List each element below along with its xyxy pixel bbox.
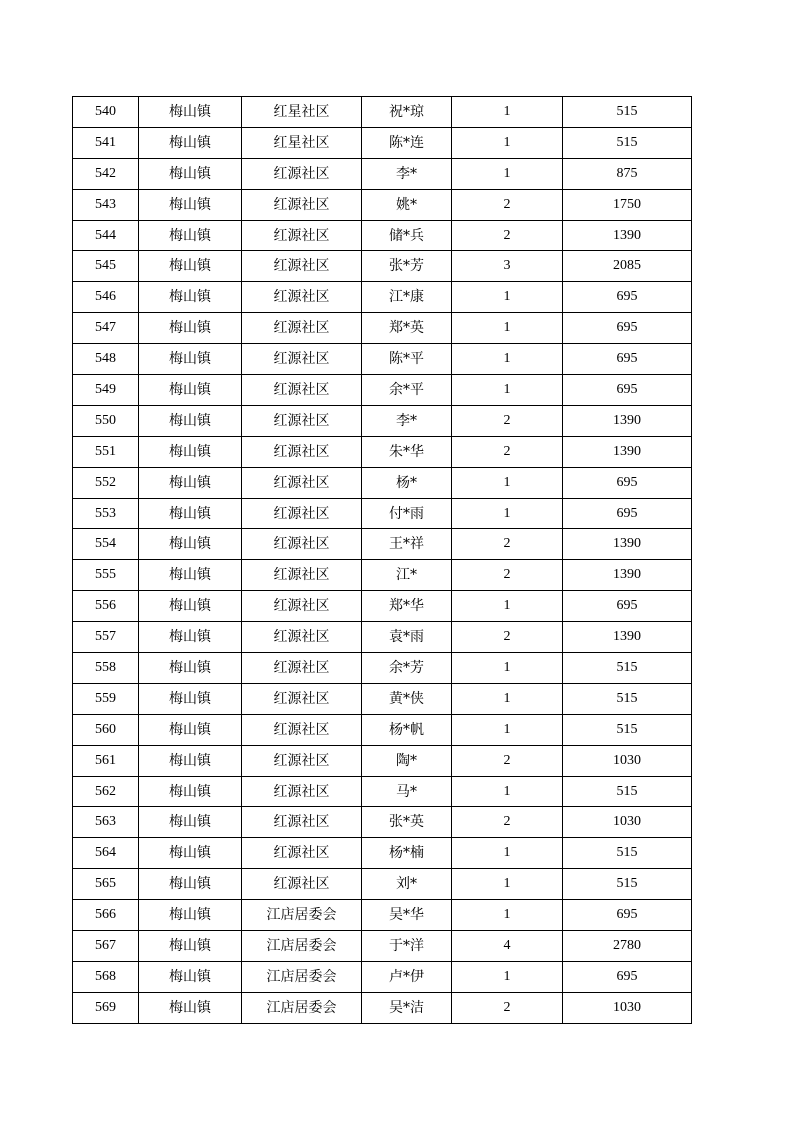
town-cell: 梅山镇 [139,869,242,900]
community-cell: 红源社区 [242,838,362,869]
community-cell: 红源社区 [242,405,362,436]
name-cell: 张*芳 [362,251,452,282]
community-cell: 红源社区 [242,498,362,529]
household-count-cell: 1 [452,282,563,313]
table-row [73,97,692,128]
town-cell: 梅山镇 [139,467,242,498]
table-row [73,189,692,220]
town-cell: 梅山镇 [139,127,242,158]
table-row [73,683,692,714]
name-cell: 郑*英 [362,313,452,344]
town-cell: 梅山镇 [139,591,242,622]
row-number-cell: 559 [73,683,139,714]
household-count-cell: 1 [452,158,563,189]
community-cell: 江店居委会 [242,931,362,962]
amount-cell: 695 [563,282,692,313]
town-cell: 梅山镇 [139,436,242,467]
amount-cell: 1030 [563,745,692,776]
amount-cell: 1390 [563,622,692,653]
row-number-cell: 543 [73,189,139,220]
row-number-cell: 561 [73,745,139,776]
amount-cell: 1390 [563,436,692,467]
town-cell: 梅山镇 [139,498,242,529]
table-body [73,97,692,1024]
row-number-cell: 551 [73,436,139,467]
amount-cell: 2085 [563,251,692,282]
table-row [73,591,692,622]
amount-cell: 695 [563,467,692,498]
amount-cell: 1030 [563,807,692,838]
name-cell: 余*芳 [362,653,452,684]
table-row [73,869,692,900]
name-cell: 江*康 [362,282,452,313]
row-number-cell: 560 [73,714,139,745]
community-cell: 红源社区 [242,653,362,684]
community-cell: 红源社区 [242,251,362,282]
name-cell: 李* [362,405,452,436]
household-count-cell: 2 [452,622,563,653]
name-cell: 郑*华 [362,591,452,622]
name-cell: 李* [362,158,452,189]
town-cell: 梅山镇 [139,375,242,406]
amount-cell: 1390 [563,560,692,591]
data-table [72,96,692,1024]
household-count-cell: 2 [452,529,563,560]
household-count-cell: 1 [452,900,563,931]
table-row [73,560,692,591]
name-cell: 付*雨 [362,498,452,529]
amount-cell: 515 [563,869,692,900]
table-row [73,992,692,1023]
table-row [73,467,692,498]
amount-cell: 515 [563,127,692,158]
table-row [73,838,692,869]
name-cell: 于*洋 [362,931,452,962]
town-cell: 梅山镇 [139,931,242,962]
row-number-cell: 547 [73,313,139,344]
household-count-cell: 1 [452,683,563,714]
amount-cell: 515 [563,97,692,128]
household-count-cell: 2 [452,560,563,591]
row-number-cell: 549 [73,375,139,406]
name-cell: 陈*平 [362,344,452,375]
town-cell: 梅山镇 [139,653,242,684]
household-count-cell: 1 [452,498,563,529]
table-row [73,127,692,158]
town-cell: 梅山镇 [139,992,242,1023]
row-number-cell: 544 [73,220,139,251]
row-number-cell: 565 [73,869,139,900]
amount-cell: 875 [563,158,692,189]
row-number-cell: 567 [73,931,139,962]
community-cell: 红星社区 [242,127,362,158]
table-row [73,745,692,776]
name-cell: 陶* [362,745,452,776]
table-row [73,776,692,807]
household-count-cell: 1 [452,127,563,158]
community-cell: 红源社区 [242,622,362,653]
table-row [73,282,692,313]
amount-cell: 695 [563,591,692,622]
household-count-cell: 1 [452,714,563,745]
community-cell: 红源社区 [242,158,362,189]
row-number-cell: 550 [73,405,139,436]
row-number-cell: 546 [73,282,139,313]
row-number-cell: 540 [73,97,139,128]
town-cell: 梅山镇 [139,776,242,807]
row-number-cell: 545 [73,251,139,282]
household-count-cell: 1 [452,313,563,344]
community-cell: 红源社区 [242,745,362,776]
household-count-cell: 1 [452,869,563,900]
town-cell: 梅山镇 [139,622,242,653]
table-row [73,498,692,529]
town-cell: 梅山镇 [139,344,242,375]
row-number-cell: 552 [73,467,139,498]
community-cell: 江店居委会 [242,961,362,992]
name-cell: 余*平 [362,375,452,406]
amount-cell: 695 [563,313,692,344]
name-cell: 江* [362,560,452,591]
table-row [73,529,692,560]
name-cell: 王*祥 [362,529,452,560]
household-count-cell: 2 [452,992,563,1023]
table-row [73,436,692,467]
table-row [73,961,692,992]
amount-cell: 515 [563,653,692,684]
row-number-cell: 563 [73,807,139,838]
household-count-cell: 2 [452,405,563,436]
row-number-cell: 555 [73,560,139,591]
table-row [73,375,692,406]
name-cell: 祝*琼 [362,97,452,128]
row-number-cell: 542 [73,158,139,189]
amount-cell: 515 [563,776,692,807]
table-row [73,405,692,436]
row-number-cell: 553 [73,498,139,529]
community-cell: 红源社区 [242,591,362,622]
row-number-cell: 556 [73,591,139,622]
community-cell: 红源社区 [242,344,362,375]
name-cell: 杨*楠 [362,838,452,869]
town-cell: 梅山镇 [139,714,242,745]
table-row [73,251,692,282]
household-count-cell: 4 [452,931,563,962]
row-number-cell: 557 [73,622,139,653]
table-row [73,653,692,684]
town-cell: 梅山镇 [139,807,242,838]
amount-cell: 695 [563,375,692,406]
table-row [73,313,692,344]
table-row [73,344,692,375]
name-cell: 张*英 [362,807,452,838]
table-row [73,622,692,653]
amount-cell: 1030 [563,992,692,1023]
household-count-cell: 2 [452,189,563,220]
row-number-cell: 541 [73,127,139,158]
community-cell: 红源社区 [242,313,362,344]
household-count-cell: 2 [452,807,563,838]
community-cell: 红星社区 [242,97,362,128]
household-count-cell: 2 [452,436,563,467]
town-cell: 梅山镇 [139,97,242,128]
household-count-cell: 3 [452,251,563,282]
community-cell: 红源社区 [242,436,362,467]
town-cell: 梅山镇 [139,158,242,189]
town-cell: 梅山镇 [139,683,242,714]
amount-cell: 1390 [563,529,692,560]
town-cell: 梅山镇 [139,220,242,251]
household-count-cell: 1 [452,838,563,869]
name-cell: 卢*伊 [362,961,452,992]
table-row [73,714,692,745]
amount-cell: 695 [563,498,692,529]
town-cell: 梅山镇 [139,405,242,436]
community-cell: 江店居委会 [242,992,362,1023]
table-row [73,900,692,931]
amount-cell: 515 [563,683,692,714]
community-cell: 红源社区 [242,869,362,900]
amount-cell: 1390 [563,220,692,251]
town-cell: 梅山镇 [139,313,242,344]
community-cell: 红源社区 [242,776,362,807]
row-number-cell: 568 [73,961,139,992]
name-cell: 杨*帆 [362,714,452,745]
name-cell: 陈*连 [362,127,452,158]
row-number-cell: 548 [73,344,139,375]
community-cell: 红源社区 [242,189,362,220]
household-count-cell: 1 [452,375,563,406]
name-cell: 杨* [362,467,452,498]
household-count-cell: 1 [452,961,563,992]
amount-cell: 515 [563,714,692,745]
name-cell: 马* [362,776,452,807]
household-count-cell: 2 [452,745,563,776]
name-cell: 朱*华 [362,436,452,467]
row-number-cell: 569 [73,992,139,1023]
town-cell: 梅山镇 [139,282,242,313]
row-number-cell: 558 [73,653,139,684]
town-cell: 梅山镇 [139,189,242,220]
amount-cell: 1390 [563,405,692,436]
name-cell: 袁*雨 [362,622,452,653]
amount-cell: 695 [563,900,692,931]
amount-cell: 2780 [563,931,692,962]
community-cell: 江店居委会 [242,900,362,931]
row-number-cell: 566 [73,900,139,931]
name-cell: 黄*侠 [362,683,452,714]
name-cell: 刘* [362,869,452,900]
community-cell: 红源社区 [242,560,362,591]
row-number-cell: 562 [73,776,139,807]
amount-cell: 695 [563,961,692,992]
row-number-cell: 564 [73,838,139,869]
amount-cell: 1750 [563,189,692,220]
community-cell: 红源社区 [242,683,362,714]
name-cell: 姚* [362,189,452,220]
household-count-cell: 1 [452,97,563,128]
town-cell: 梅山镇 [139,529,242,560]
name-cell: 储*兵 [362,220,452,251]
table-row [73,220,692,251]
community-cell: 红源社区 [242,220,362,251]
name-cell: 吴*华 [362,900,452,931]
row-number-cell: 554 [73,529,139,560]
amount-cell: 695 [563,344,692,375]
household-count-cell: 1 [452,467,563,498]
town-cell: 梅山镇 [139,560,242,591]
name-cell: 吴*洁 [362,992,452,1023]
household-count-cell: 1 [452,591,563,622]
amount-cell: 515 [563,838,692,869]
community-cell: 红源社区 [242,375,362,406]
community-cell: 红源社区 [242,807,362,838]
household-count-cell: 2 [452,220,563,251]
community-cell: 红源社区 [242,529,362,560]
table-row [73,931,692,962]
community-cell: 红源社区 [242,467,362,498]
household-count-cell: 1 [452,344,563,375]
community-cell: 红源社区 [242,282,362,313]
town-cell: 梅山镇 [139,961,242,992]
town-cell: 梅山镇 [139,838,242,869]
table-row [73,807,692,838]
table-row [73,158,692,189]
town-cell: 梅山镇 [139,745,242,776]
household-count-cell: 1 [452,776,563,807]
household-count-cell: 1 [452,653,563,684]
town-cell: 梅山镇 [139,900,242,931]
community-cell: 红源社区 [242,714,362,745]
town-cell: 梅山镇 [139,251,242,282]
